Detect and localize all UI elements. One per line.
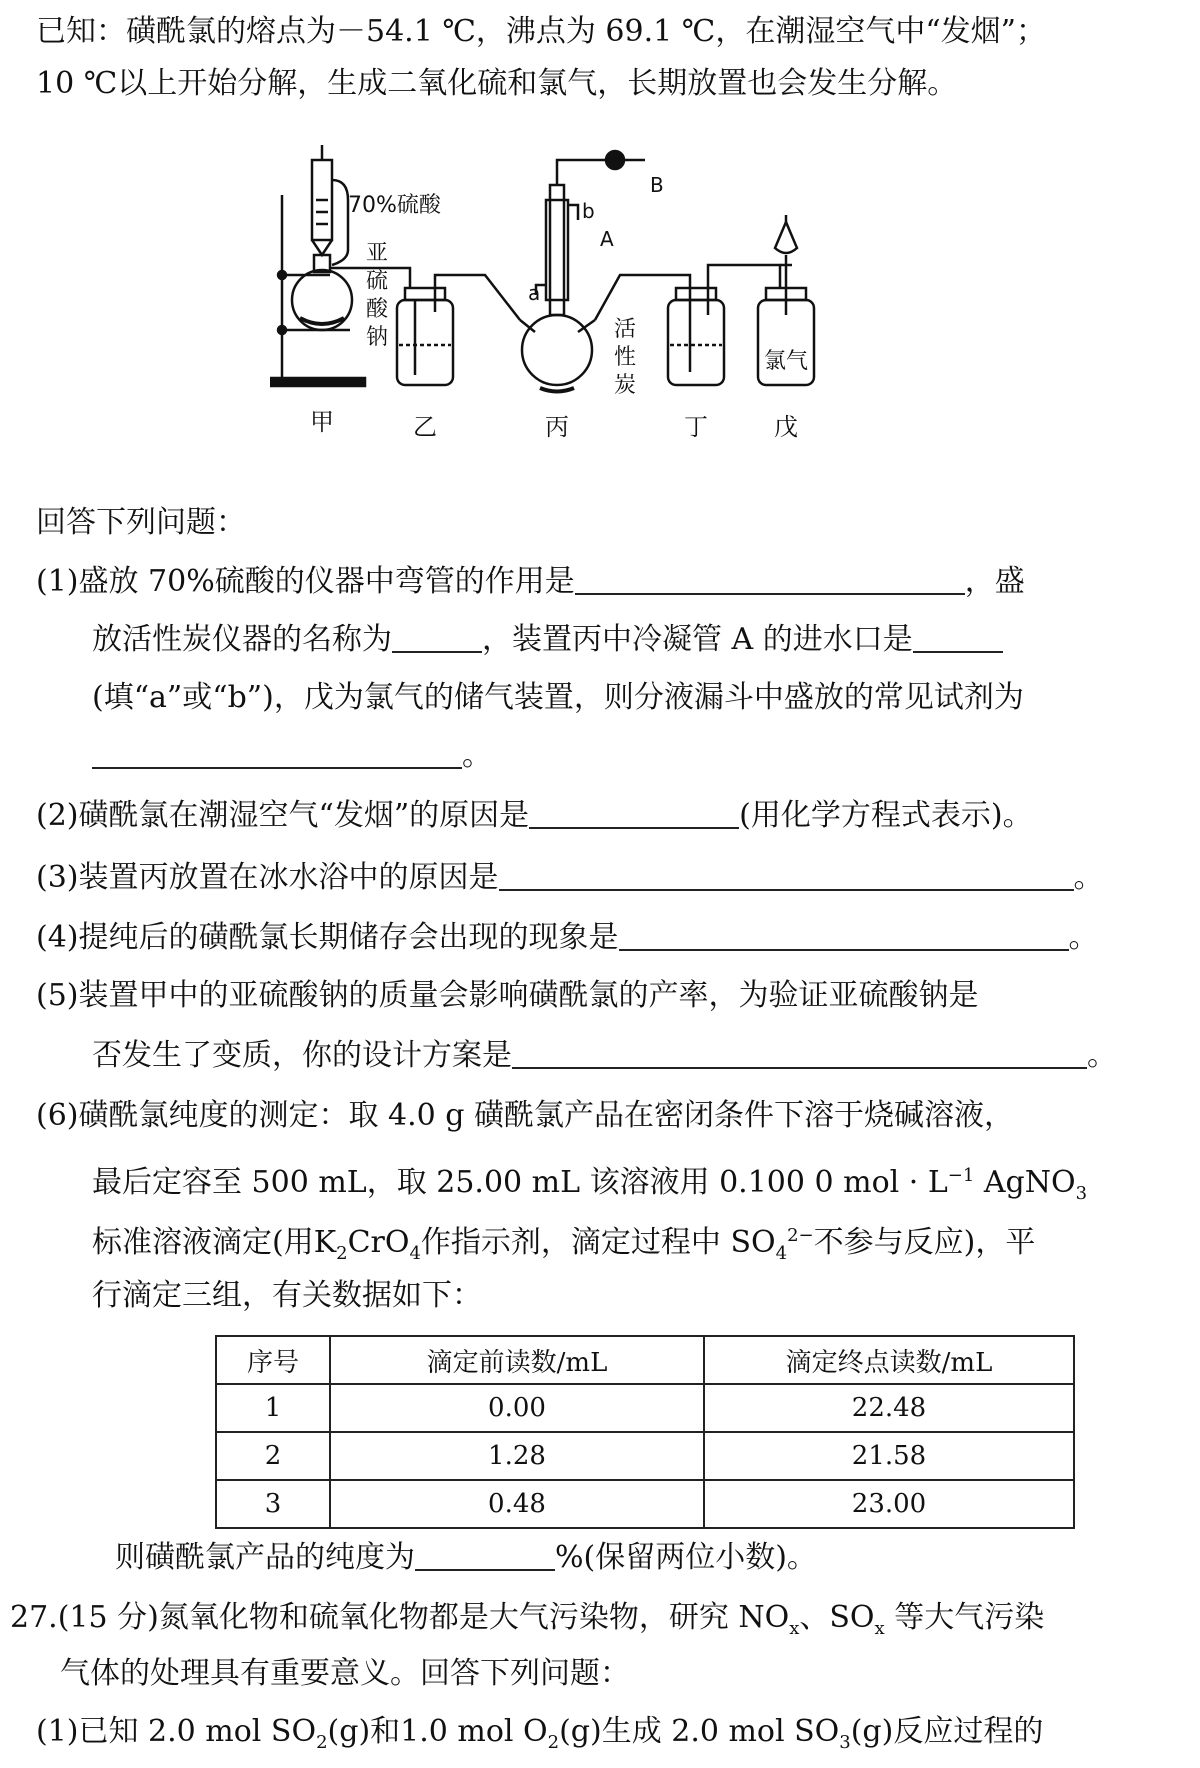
label-wu: 戊	[774, 413, 798, 441]
table-row	[216, 1480, 1074, 1528]
q5-blank	[512, 1037, 1087, 1069]
label-carbon-3: 炭	[614, 373, 637, 398]
label-bing: 丙	[545, 413, 569, 441]
q3-blank	[499, 859, 1074, 891]
table-cell: 23.00	[704, 1480, 1074, 1528]
intro-line-1: 已知：磺酰氯的熔点为－54.1 ℃，沸点为 69.1 ℃，在潮湿空气中“发烟”；	[36, 14, 1046, 49]
label-sulfuric-acid: 70%硫酸	[348, 193, 441, 218]
q6-line-5: 则磺酰氯产品的纯度为 %(保留两位小数)。	[115, 1540, 817, 1575]
label-B: B	[650, 173, 664, 197]
q6-line-4: 行滴定三组，有关数据如下：	[92, 1278, 482, 1313]
q27-line-1: 27.(15 分)氮氧化物和硫氧化物都是大气污染物，研究 $NO_x$、$SO_x$ 等大气污染	[10, 1600, 1045, 1639]
label-A: A	[600, 227, 614, 251]
table-header: 滴定前读数/mL	[330, 1336, 704, 1384]
table-row	[216, 1432, 1074, 1480]
intro-line-2: 10 ℃以上开始分解，生成二氧化硫和氯气，长期放置也会发生分解。	[36, 66, 958, 101]
q5-line-2: 否发生了变质，你的设计方案是 。	[92, 1038, 1117, 1073]
table-cell: 1	[216, 1384, 330, 1432]
q5-line-1: (5)装置甲中的亚硫酸钠的质量会影响磺酰氯的产率，为验证亚硫酸钠是	[36, 978, 979, 1013]
label-carbon-2: 性	[614, 345, 637, 370]
label-chlorine: 氯气	[764, 349, 809, 374]
table-cell: 1.28	[330, 1432, 704, 1480]
table-cell: 3	[216, 1480, 330, 1528]
label-b: b	[582, 199, 595, 223]
table-cell: 0.48	[330, 1480, 704, 1528]
label-carbon-1: 活	[614, 317, 637, 342]
q1-line-4: 。	[92, 736, 492, 776]
q2-blank	[529, 797, 739, 829]
label-sulfite-4: 钠	[366, 325, 389, 350]
apparatus-diagram	[270, 140, 910, 480]
label-sulfite-2: 硫	[366, 269, 389, 294]
questions-heading: 回答下列问题：	[36, 505, 246, 540]
q2-line: (2)磺酰氯在潮湿空气“发烟”的原因是 (用化学方程式表示)。	[36, 798, 1033, 833]
label-a: a	[528, 281, 541, 305]
table-row	[216, 1384, 1074, 1432]
q1-blank-1	[575, 563, 965, 595]
q27-line-2: 气体的处理具有重要意义。回答下列问题：	[60, 1656, 630, 1691]
table-cell: 0.00	[330, 1384, 704, 1432]
q1-line-2: 放活性炭仪器的名称为 ，装置丙中冷凝管 A 的进水口是	[92, 620, 1003, 660]
table-cell: 22.48	[704, 1384, 1074, 1432]
q6-line-3: 标准溶液滴定(用$K_2CrO_4$作指示剂，滴定过程中 $SO_4^{2-}$不参与反应)，平	[92, 1225, 1036, 1264]
label-sulfite-1: 亚	[366, 241, 389, 266]
label-sulfite-3: 酸	[366, 297, 389, 322]
q1-blank-3	[913, 621, 1003, 653]
q4-line: (4)提纯后的磺酰氯长期储存会出现的现象是 。	[36, 920, 1099, 955]
table-header-row	[216, 1336, 1074, 1384]
q3-line: (3)装置丙放置在冰水浴中的原因是 。	[36, 860, 1104, 895]
q4-blank	[619, 919, 1069, 951]
titration-table	[215, 1335, 1075, 1529]
label-ding: 丁	[684, 413, 708, 441]
q1-blank-4	[92, 737, 462, 769]
table-header: 滴定终点读数/mL	[704, 1336, 1074, 1384]
table-header: 序号	[216, 1336, 330, 1384]
q6-line-2: 最后定容至 500 mL，取 25.00 mL 该溶液用 0.100 0 mol · $L^{-1}$ AgNO$_3$	[92, 1165, 1088, 1204]
q6-line-1: (6)磺酰氯纯度的测定：取 4.0 g 磺酰氯产品在密闭条件下溶于烧碱溶液，	[36, 1098, 1015, 1133]
label-yi: 乙	[413, 413, 437, 441]
table-cell: 2	[216, 1432, 330, 1480]
q1-line-1: (1)盛放 70%硫酸的仪器中弯管的作用是 ，盛	[36, 564, 1025, 599]
q1-line-3: (填“a”或“b”)，戊为氯气的储气装置，则分液漏斗中盛放的常见试剂为	[92, 680, 1024, 715]
q27-line-3: (1)已知 2.0 mol $SO_2(g)$和1.0 mol $O_2(g)$生成 2.0 mol $SO_3(g)$反应过程的	[36, 1714, 1044, 1753]
table-cell: 21.58	[704, 1432, 1074, 1480]
q1-blank-2	[392, 621, 482, 653]
q6-blank	[415, 1539, 555, 1571]
label-jia: 甲	[310, 408, 334, 436]
